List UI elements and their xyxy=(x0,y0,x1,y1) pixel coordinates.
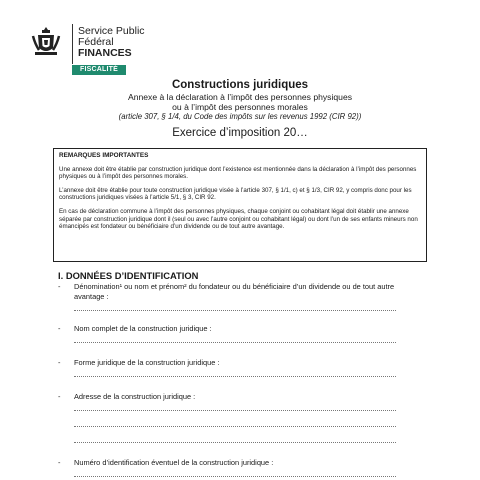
brand-line-3: FINANCES xyxy=(78,47,132,59)
legal-reference: (article 307, § 1/4, du Code des impôts sur les revenus 1992 (CIR 92)) xyxy=(118,112,362,121)
important-remarks-box xyxy=(53,148,427,262)
bullet-dash: - xyxy=(58,458,61,467)
field-label: Nom complet de la construction juridique : xyxy=(74,324,212,333)
document-subtitle-2: ou à l’impôt des personnes morales xyxy=(172,102,308,112)
field-label: Forme juridique de la construction juridique : xyxy=(74,358,220,367)
bullet-dash: - xyxy=(58,282,61,291)
brand-line-1: Service Public xyxy=(78,25,145,37)
logo-divider xyxy=(72,24,73,64)
address-input-line-1[interactable] xyxy=(74,403,396,411)
construction-name-input-line[interactable] xyxy=(74,335,396,343)
remarks-paragraph-3: En cas de déclaration commune à l’impôt des personnes physiques, chaque conjoint ou cohabitant légal doit établir une annexe séparée par construction juridique dont il (seul ou avec l’autre conjoint ou cohabitant légal) ou dont l’un de ses enfants mineurs non émancipés est fondateur ou bénéficiaire d’un dividende ou de tout autre avantage. xyxy=(59,207,418,231)
bullet-dash: - xyxy=(58,324,61,333)
address-input-line-2[interactable] xyxy=(74,419,396,427)
brand-line-2: Fédéral xyxy=(78,36,114,48)
remarks-paragraph-2: L’annexe doit être établie pour toute construction juridique visée à l’article 307, § 1/1, c) et § 1/3, CIR 92, y compris donc pour les constructions juridiques visées à l’article 5/1, § 3, CIR 92. xyxy=(59,186,412,202)
title-block xyxy=(0,79,480,140)
document-subtitle-1: Annexe à la déclaration à l’impôt des personnes physiques xyxy=(127,92,353,102)
remarks-title: REMARQUES IMPORTANTES xyxy=(59,152,149,159)
bullet-dash: - xyxy=(58,392,61,401)
field-label: Numéro d’identification éventuel de la construction juridique : xyxy=(74,458,274,467)
legal-form-input-line[interactable] xyxy=(74,369,396,377)
field-label: Dénomination¹ ou nom et prénom² du fondateur ou du bénéficiaire d’un dividende ou de tout autre avantage : xyxy=(74,282,395,301)
belgian-coat-of-arms-icon xyxy=(31,26,61,58)
bullet-dash: - xyxy=(58,358,61,367)
field-label: Adresse de la construction juridique : xyxy=(74,392,196,401)
tax-year: Exercice d’imposition 20… xyxy=(172,127,308,139)
identification-number-input-line[interactable] xyxy=(74,469,396,477)
brand-name xyxy=(78,26,145,59)
address-input-line-3[interactable] xyxy=(74,435,396,443)
remarks-paragraph-1: Une annexe doit être établie par construction juridique dont l’existence est mentionnée dans la déclaration à l’impôt des personnes physiques ou à l’impôt des personnes morales. xyxy=(59,165,417,181)
document-title: Constructions juridiques xyxy=(171,79,309,91)
section-title-identification: I. DONNÉES D’IDENTIFICATION xyxy=(58,270,199,281)
founder-name-input-line[interactable] xyxy=(74,303,396,311)
fiscalite-badge: FISCALITÉ xyxy=(72,65,126,75)
